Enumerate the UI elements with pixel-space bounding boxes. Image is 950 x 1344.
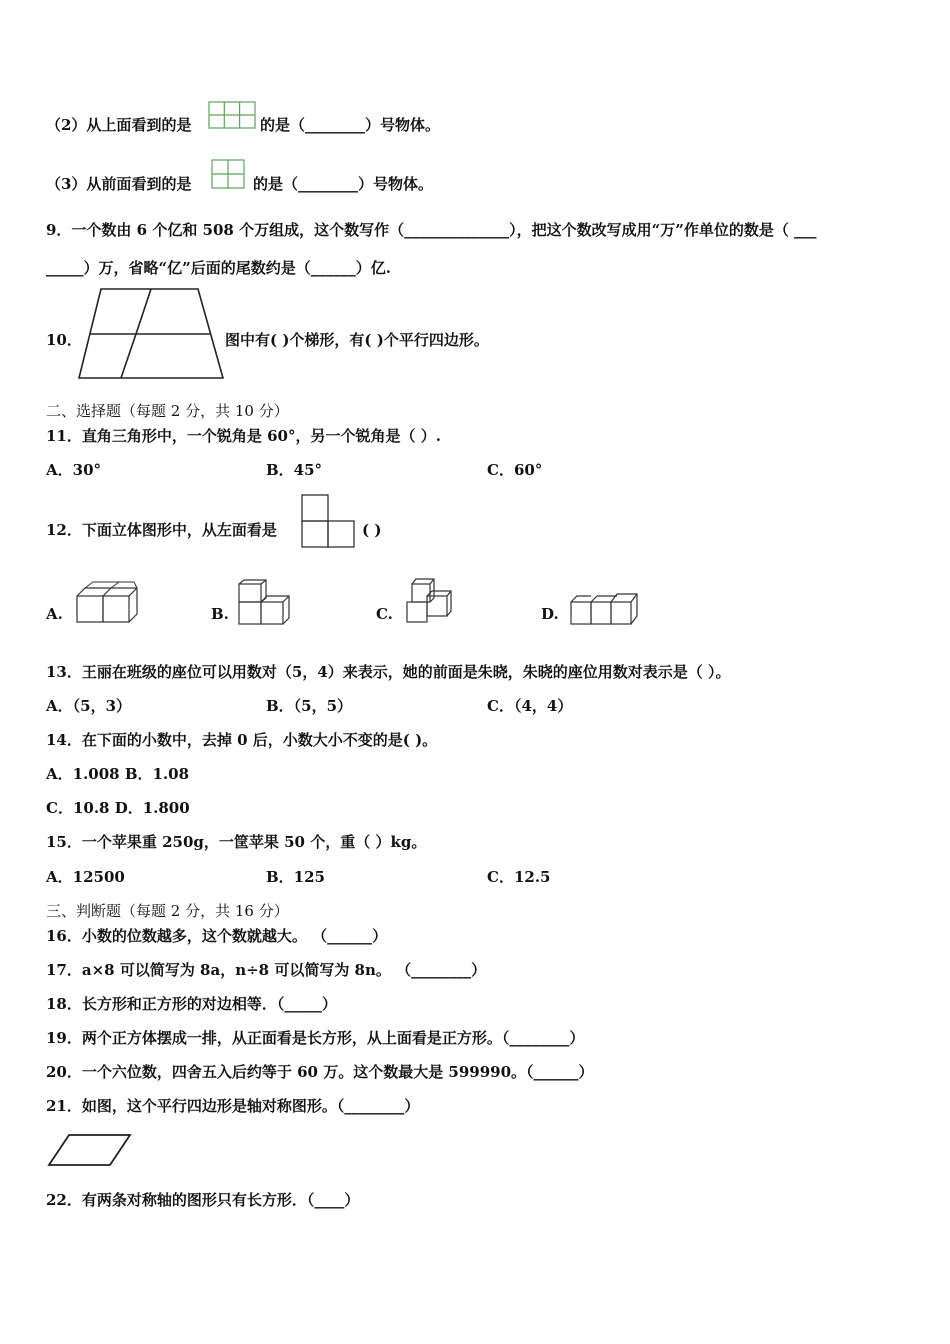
q11-stem: 11．直角三角形中，一个锐角是 60°，另一个锐角是（ ）. [46,427,441,445]
q16-statement: 16．小数的位数越多，这个数就越大。 （______） [46,927,388,945]
q14-options-ab: A．1.008 B．1.08 [46,765,190,783]
q14-options-cd: C．10.8 D．1.800 [46,799,190,817]
q15-option-c: C．12.5 [487,868,551,886]
q8-sub2-suffix: 的是（________）号物体。 [260,116,441,134]
q12-answer-paren: ( ) [362,521,382,539]
trapezoid-figure [76,287,226,380]
q12-option-d-label: D. [541,605,559,623]
q12-option-c-label: C. [376,605,393,623]
q13-option-a: A．（5，3） [46,697,132,715]
q10-text: 图中有( )个梯形，有( )个平行四边形。 [225,331,489,349]
q11-option-a: A．30° [46,461,102,479]
q10-number: 10． [46,331,82,349]
q11-option-b: B．45° [266,461,323,479]
q19-statement: 19．两个正方体摆成一排，从正面看是长方形，从上面看是正方形。（________） [46,1029,585,1047]
q15-option-b: B．125 [266,868,325,886]
parallelogram-figure [47,1133,133,1167]
q9-line1: 9．一个数由 6 个亿和 508 个万组成，这个数写作（______________），把这个数改写成用“万”作单位的数是（ ___ [46,221,817,239]
q13-option-b: B．（5，5） [266,697,353,715]
q17-statement: 17．a×8 可以简写为 8a，n÷8 可以简写为 8n。 （________） [46,961,487,979]
q22-statement: 22．有两条对称轴的图形只有长方形．（____） [46,1191,360,1209]
q13-stem: 13．王丽在班级的座位可以用数对（5，4）来表示，她的前面是朱晓，朱晓的座位用数对表示是（ ）。 [46,663,731,681]
q9-line2: _____）万，省略“亿”后面的尾数约是（______）亿. [46,259,391,277]
q13-option-c: C．（4，4） [487,697,573,715]
cube-figure-a [74,580,140,626]
q8-sub2-prefix: （2）从上面看到的是 [46,116,192,134]
section-3-heading: 三、判断题（每题 2 分，共 16 分） [46,902,289,920]
cube-figure-d [568,588,640,630]
grid-1x3-figure [208,101,256,129]
q20-statement: 20．一个六位数，四舍五入后约等于 60 万。这个数最大是 599990。（______） [46,1063,594,1081]
left-view-figure [301,494,357,550]
section-2-heading: 二、选择题（每题 2 分，共 10 分） [46,402,289,420]
q18-statement: 18．长方形和正方形的对边相等．（_____） [46,995,337,1013]
q12-option-a-label: A. [46,605,63,623]
q8-sub3-prefix: （3）从前面看到的是 [46,175,192,193]
grid-2x2-figure [211,159,245,189]
q15-stem: 15．一个苹果重 250g，一筐苹果 50 个，重（ ）kg。 [46,833,427,851]
cube-figure-c [402,576,454,626]
q21-statement: 21．如图，这个平行四边形是轴对称图形。（________） [46,1097,420,1115]
q11-option-c: C．60° [487,461,543,479]
q8-sub3-suffix: 的是（________）号物体。 [253,175,434,193]
q15-option-a: A．12500 [46,868,125,886]
cube-figure-b [236,578,292,628]
q12-option-b-label: B. [211,605,229,623]
q14-stem: 14．在下面的小数中，去掉 0 后，小数大小不变的是( )。 [46,731,438,749]
q12-stem: 12．下面立体图形中，从左面看是 [46,521,277,539]
